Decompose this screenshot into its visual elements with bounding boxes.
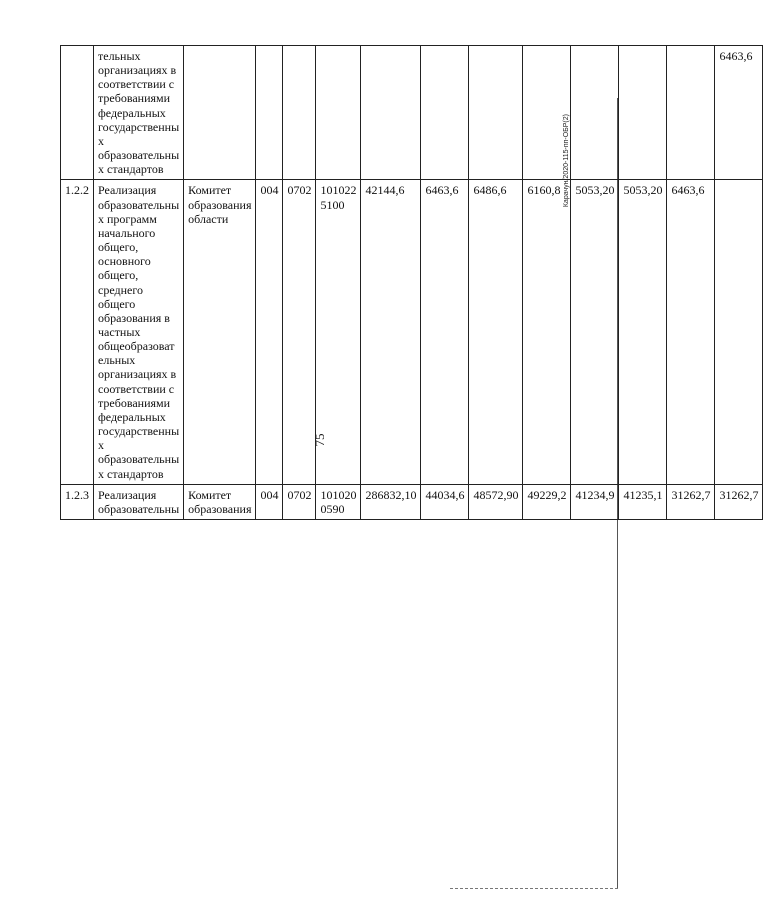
row-description: Реализация образовательны [94, 484, 184, 519]
row-target-code [316, 46, 361, 180]
row-grbs: 004 [256, 180, 283, 484]
row-description: тельных организациях в соответствии с требованиями федеральных государственны х образовательны х стандартов [94, 46, 184, 180]
table-row [61, 46, 763, 180]
row-section: 0702 [283, 180, 316, 484]
row-value [523, 46, 571, 180]
row-value: 6160,8 [523, 180, 571, 484]
row-value: 5053,20 [571, 180, 619, 484]
row-target-code: 101020 0590 [316, 484, 361, 519]
row-value [469, 46, 523, 180]
row-grbs: 004 [256, 484, 283, 519]
row-organization: Комитет образования области [184, 180, 256, 484]
row-number: 1.2.2 [61, 180, 94, 484]
row-organization: Комитет образования [184, 484, 256, 519]
row-value: 6463,6 [667, 180, 715, 484]
row-number [61, 46, 94, 180]
row-target-code: 101022 5100 [316, 180, 361, 484]
row-value: 41234,9 [571, 484, 619, 519]
row-value [361, 46, 421, 180]
table-row [61, 180, 763, 484]
row-value: 286832,10 [361, 484, 421, 519]
footer-code: Карачун/2020-115-пп-ОБР(2) [563, 114, 570, 208]
row-value: 5053,20 [619, 180, 667, 484]
row-organization [184, 46, 256, 180]
page-number: 75 [312, 433, 327, 447]
row-value [571, 46, 619, 180]
row-value: 31262,7 [667, 484, 715, 519]
row-value: 49229,2 [523, 484, 571, 519]
row-number: 1.2.3 [61, 484, 94, 519]
table-row [61, 484, 763, 519]
row-value: 44034,6 [421, 484, 469, 519]
row-value: 6463,6 [421, 180, 469, 484]
page-edge-bottom [450, 888, 618, 889]
row-value [715, 180, 763, 484]
row-value [619, 46, 667, 180]
row-value: 48572,90 [469, 484, 523, 519]
row-value [421, 46, 469, 180]
row-value: 31262,7 [715, 484, 763, 519]
row-grbs [256, 46, 283, 180]
row-value [667, 46, 715, 180]
row-section: 0702 [283, 484, 316, 519]
row-value: 6486,6 [469, 180, 523, 484]
row-value: 41235,1 [619, 484, 667, 519]
row-value: 42144,6 [361, 180, 421, 484]
row-value: 6463,6 [715, 46, 763, 180]
budget-table [60, 45, 763, 520]
row-description: Реализация образовательны х программ начального общего, основного общего, среднего общего образования в частных общеобразоват ельных организациях в соответствии с требованиями федеральных государственны х образовательны х стандартов [94, 180, 184, 484]
row-section [283, 46, 316, 180]
